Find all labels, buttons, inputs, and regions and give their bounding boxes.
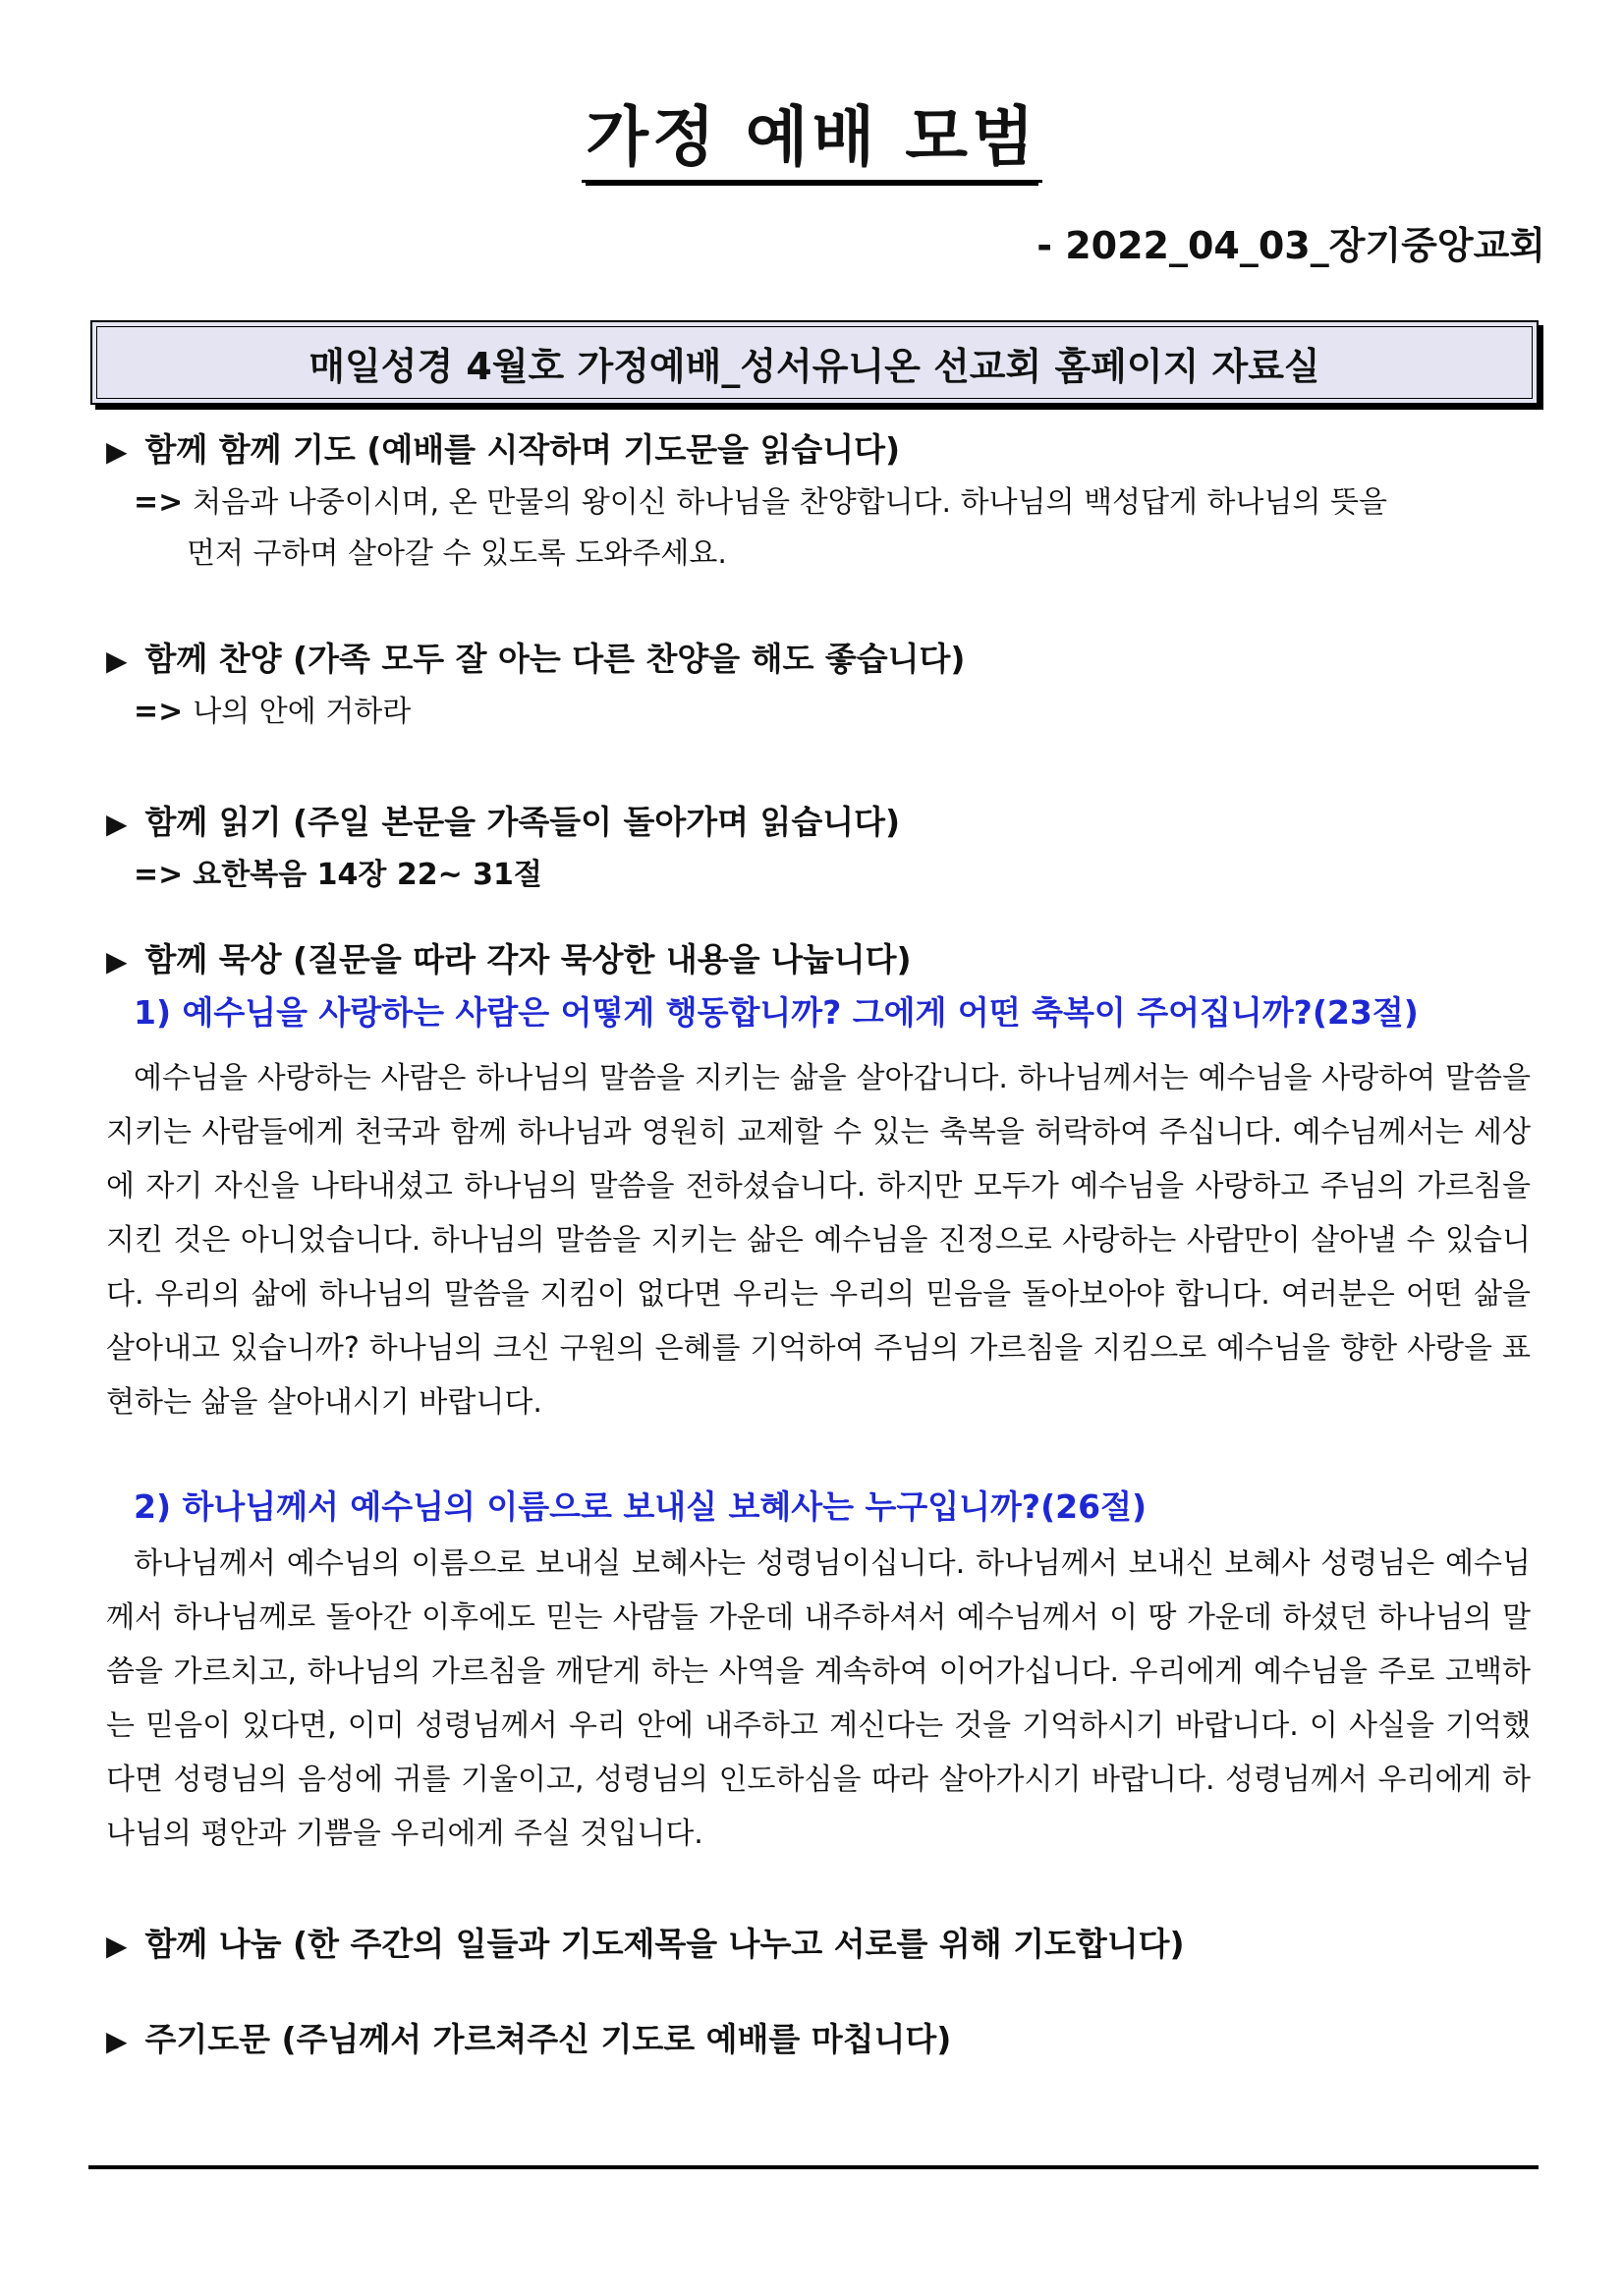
footer-divider <box>88 2165 1539 2169</box>
answer-text: 나의 안에 거하라 <box>193 695 412 729</box>
meditation-answer-2: 하나님께서 예수님의 이름으로 보내실 보혜사는 성령님이십니다. 하나님께서 보내신 보혜사 성령님은 예수님께서 하나님께로 돌아간 이후에도 믿는 사람들 가운데 내주하셔서 예수님께서 이 땅 가운데 하셨던 하나님의 말씀을 가르치고, 하나님의 가르침을 깨닫게 하는 사역을 계속하여 이어가십니다. 우리에게 예수님을 주로 고백하는 믿음이 있다면, 이미 성령님께서 우리 안에 내주하고 계신다는 것을 기억하시기 바랍니다. 이 사실을 기억했다면 성령님의 음성에 귀를 기울이고, 성령님의 인도하심을 따라 살아가시기 바랍니다. 성령님께서 우리에게 하나님의 평안과 기쁨을 우리에게 주실 것입니다. <box>106 1546 1531 1851</box>
triangle-bullet-icon: ▶ <box>106 1930 128 1962</box>
section-praise <box>106 634 1550 738</box>
meditation-question-2-block <box>106 1482 1550 1533</box>
section-heading-text: 함께 찬양 (가족 모두 잘 아는 다른 찬양을 해도 좋습니다) <box>144 640 966 678</box>
section-sharing <box>106 1919 1550 1972</box>
arrow-marker: => <box>134 485 184 520</box>
section-heading <box>106 424 1550 477</box>
section-reading <box>106 797 1550 901</box>
answer-text: 처음과 나중이시며, 온 만물의 왕이신 하나님을 찬양합니다. 하나님의 백성답게 하나님의 뜻을 <box>193 485 1387 520</box>
section-prayer <box>106 424 1550 580</box>
answer-text: 요한복음 14장 22~ 31절 <box>193 858 542 892</box>
section-heading-text: 함께 묵상 (질문을 따라 각자 묵상한 내용을 나눕니다) <box>144 940 912 979</box>
document-subtitle: - 2022_04_03_장기중앙교회 <box>1036 224 1545 267</box>
section-heading <box>106 934 1550 987</box>
meditation-question-2: 2) 하나님께서 예수님의 이름으로 보내실 보혜사는 누구입니까?(26절) <box>134 1487 1148 1526</box>
arrow-marker: => <box>134 858 184 892</box>
meditation-answer-1: 예수님을 사랑하는 사람은 하나님의 말씀을 지키는 삶을 살아갑니다. 하나님께서는 예수님을 사랑하여 말씀을 지키는 사람들에게 천국과 함께 하나님과 영원히 교제할 수 있는 축복을 허락하여 주십니다. 예수님께서는 세상에 자기 자신을 나타내셨고 하나님의 말씀을 전하셨습니다. 하지만 모두가 예수님을 사랑하고 주님의 가르침을 지킨 것은 아니었습니다. 하나님의 말씀을 지키는 삶은 예수님을 진정으로 사랑하는 사람만이 살아낼 수 있습니다. 우리의 삶에 하나님의 말씀을 지킴이 없다면 우리는 우리의 믿음을 돌아보아야 합니다. 여러분은 어떤 삶을 살아내고 있습니까? 하나님의 크신 구원의 은혜를 기억하여 주님의 가르침을 지킴으로 예수님을 향한 사랑을 표현하는 삶을 살아내시기 바랍니다. <box>106 1061 1531 1420</box>
section-heading-text: 주기도문 (주님께서 가르쳐주신 기도로 예배를 마칩니다) <box>144 2020 952 2058</box>
section-heading <box>106 797 1550 850</box>
source-banner-text: 매일성경 4월호 가정예배_성서유니온 선교회 홈페이지 자료실 <box>308 344 1320 388</box>
section-heading-text: 함께 함께 기도 (예배를 시작하며 기도문을 읽습니다) <box>144 430 901 469</box>
arrow-marker: => <box>134 695 184 729</box>
section-answer <box>106 477 1550 529</box>
document-title-text: 가정 예배 모범 <box>582 98 1042 183</box>
triangle-bullet-icon: ▶ <box>106 808 128 840</box>
document-title <box>0 98 1624 183</box>
section-heading-text: 함께 나눔 (한 주간의 일들과 기도제목을 나누고 서로를 위해 기도합니다) <box>144 1925 1185 1963</box>
section-heading <box>106 1919 1550 1972</box>
source-banner <box>90 320 1539 405</box>
triangle-bullet-icon: ▶ <box>106 945 128 978</box>
meditation-answer-2-block <box>106 1535 1531 1861</box>
section-lords-prayer <box>106 2014 1550 2067</box>
section-heading-text: 함께 읽기 (주일 본문을 가족들이 돌아가며 읽습니다) <box>144 803 901 841</box>
section-heading <box>106 2014 1550 2067</box>
answer-continuation: 먼저 구하며 살아갈 수 있도록 도와주세요. <box>187 536 727 571</box>
section-heading <box>106 634 1550 687</box>
meditation-question-1: 1) 예수님을 사랑하는 사람은 어떻게 행동합니까? 그에게 어떤 축복이 주어집니까?(23절) <box>134 993 1419 1032</box>
section-answer <box>106 687 1550 738</box>
triangle-bullet-icon: ▶ <box>106 435 128 468</box>
triangle-bullet-icon: ▶ <box>106 644 128 677</box>
section-meditation <box>106 934 1550 1038</box>
meditation-answer-1-block <box>106 1049 1531 1429</box>
triangle-bullet-icon: ▶ <box>106 2025 128 2057</box>
section-answer <box>106 850 1550 901</box>
